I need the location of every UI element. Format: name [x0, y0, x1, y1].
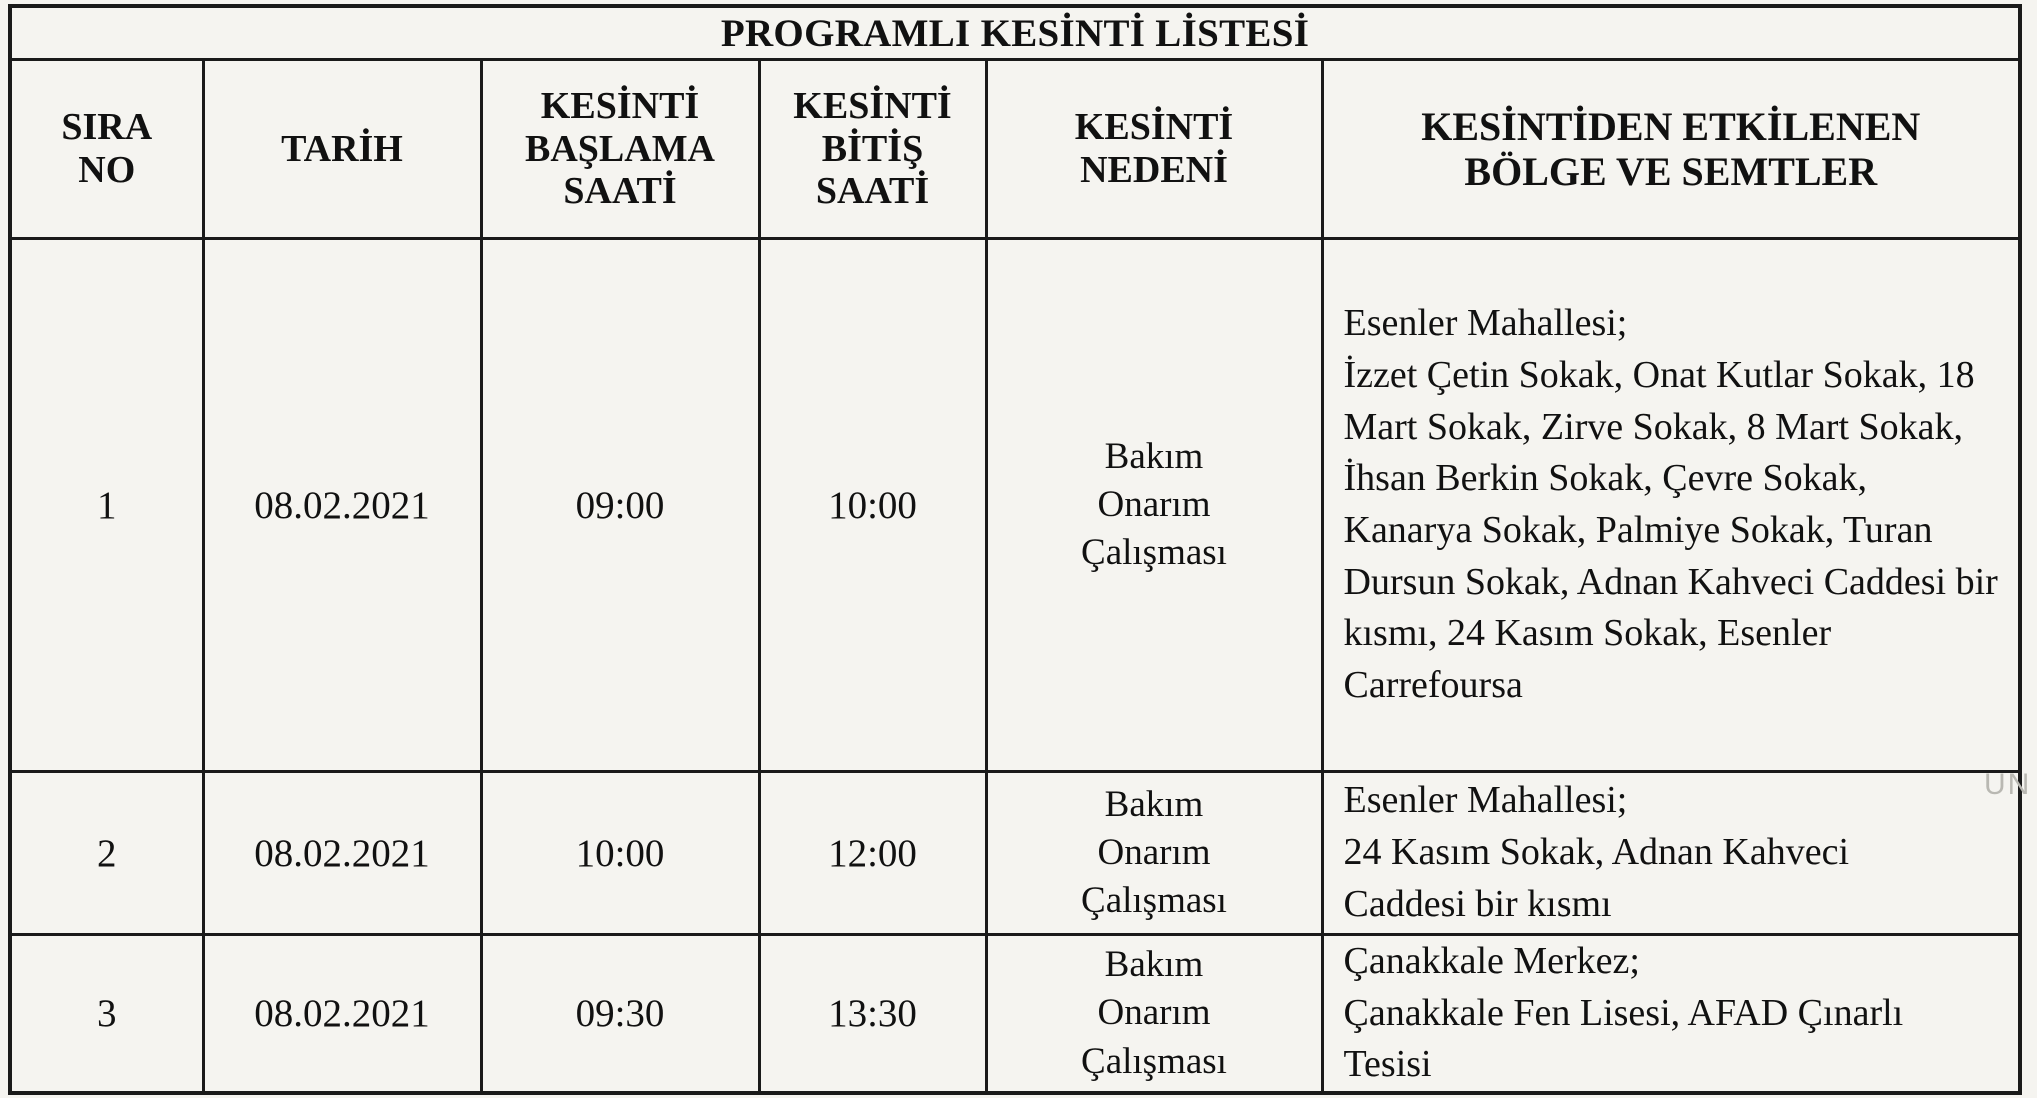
- cell-region: [1322, 935, 2020, 1094]
- header-tarih: TARİH: [203, 60, 481, 239]
- cell-region: [1322, 239, 2020, 772]
- cell-reason-text: Bakım Onarım Çalışması: [1081, 435, 1227, 574]
- cell-reason-text: Bakım Onarım Çalışması: [1081, 944, 1227, 1082]
- region-title: Esenler Mahallesi;: [1343, 779, 1628, 822]
- region-detail: Çanakkale Fen Lisesi, AFAD Çınarlı Tesisi: [1343, 991, 1904, 1086]
- cell-sira-no: 2: [10, 772, 203, 935]
- header-bolge: [1322, 60, 2020, 239]
- cell-start-time: 09:30: [481, 935, 759, 1094]
- table-row: [10, 935, 2020, 1094]
- cell-sira-no: 3: [10, 935, 203, 1094]
- table-row: [10, 239, 2020, 772]
- cell-reason: [986, 239, 1322, 772]
- cell-reason: [986, 772, 1322, 935]
- region-detail: 24 Kasım Sokak, Adnan Kahveci Caddesi bir kısmı: [1343, 831, 1850, 925]
- cell-end-time: 10:00: [759, 239, 986, 772]
- table-row: [10, 772, 2020, 935]
- cell-date: 08.02.2021: [203, 772, 481, 935]
- cell-date: 08.02.2021: [203, 239, 481, 772]
- cell-start-time: 09:00: [481, 239, 759, 772]
- region-title: Çanakkale Merkez;: [1343, 940, 1640, 982]
- header-baslama: [481, 60, 759, 239]
- header-sira-no-label: SIRA NO: [61, 106, 153, 191]
- region-title: Esenler Mahallesi;: [1343, 302, 1628, 345]
- cell-end-time: 12:00: [759, 772, 986, 935]
- header-neden-label: KESİNTİ NEDENİ: [1074, 106, 1234, 191]
- table-title: PROGRAMLI KESİNTİ LİSTESİ: [10, 6, 2020, 60]
- scheduled-outage-table: [8, 4, 2022, 1095]
- cell-region: [1322, 772, 2020, 935]
- header-bitis-label: KESİNTİ BİTİŞ SAATİ: [793, 84, 952, 213]
- header-sira-no: [10, 60, 203, 239]
- cell-reason-text: Bakım Onarım Çalışması: [1081, 783, 1227, 922]
- header-bitis: [759, 60, 986, 239]
- cell-start-time: 10:00: [481, 772, 759, 935]
- header-row: [10, 60, 2020, 239]
- cell-sira-no: 1: [10, 239, 203, 772]
- cell-reason: [986, 935, 1322, 1094]
- cell-end-time: 13:30: [759, 935, 986, 1094]
- header-baslama-label: KESİNTİ BAŞLAMA SAATİ: [524, 84, 716, 213]
- cell-date: 08.02.2021: [203, 935, 481, 1094]
- margin-mark: UN: [1984, 768, 2032, 801]
- region-detail: İzzet Çetin Sokak, Onat Kutlar Sokak, 18 Mart Sokak, Zirve Sokak, 8 Mart Sokak, İhsan Berkin Sokak, Çevre Sokak, Kanarya Sokak, Palmiye Sokak, Turan Dursun Sokak, Adnan Kahveci Caddesi bir kısmı, 24 Kasım Sokak, Esenler Carrefoursa: [1343, 353, 1998, 707]
- header-neden: [986, 60, 1322, 239]
- header-bolge-label: KESİNTİDEN ETKİLENEN BÖLGE VE SEMTLER: [1421, 103, 1921, 194]
